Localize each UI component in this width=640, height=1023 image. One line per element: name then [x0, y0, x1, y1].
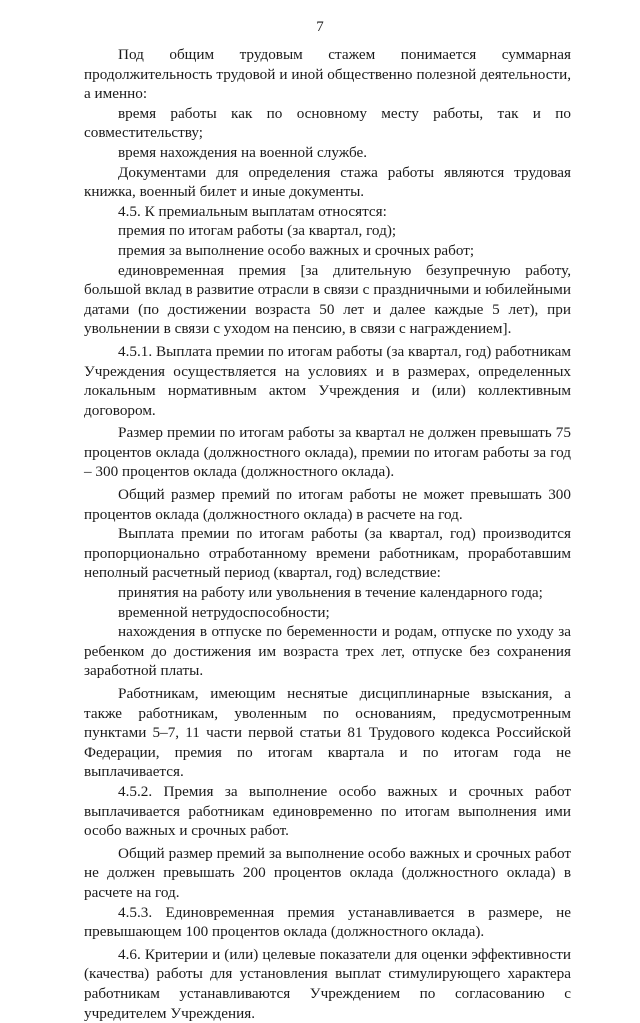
paragraph: 4.6. Критерии и (или) целевые показатели для оценки эффективности (качества) работы для установления выплат стимулирующего характера работникам устанавливаются Учреждением по согласованию с учредителем Учреждения. [84, 945, 571, 1022]
paragraph: временной нетрудоспособности; [118, 603, 330, 621]
paragraph: Под общим трудовым стажем понимается суммарная продолжительность трудовой и иной общественно полезной деятельности, а именно: [84, 46, 571, 103]
paragraph: Размер премии по итогам работы за квартал не должен превышать 75 процентов оклада (должностного оклада), премии по итогам работы за год – 300 процентов оклада (должностного оклада). [84, 424, 571, 481]
paragraph: премия за выполнение особо важных и срочных работ; [118, 241, 475, 259]
paragraph: единовременная премия [за длительную безупречную работу, большой вклад в развитие отрасли в связи с праздничными и юбилейными датами (по достижении возраста 50 лет и далее каждые 5 лет), при увольнении в связи с уходом на пенсию, в связи с награждением]. [84, 261, 571, 338]
document-body [84, 45, 571, 1023]
paragraph: Общий размер премий по итогам работы не может превышать 300 процентов оклада (должностного оклада) в расчете на год. [84, 486, 571, 523]
page-number: 7 [316, 19, 324, 35]
paragraph: Выплата премии по итогам работы (за квартал, год) производится пропорционально отработанному времени работникам, проработавшим неполный расчетный период (квартал, год) вследствие: [84, 525, 571, 582]
paragraph: 4.5. К премиальным выплатам относятся: [118, 202, 387, 220]
paragraph: 4.5.2. Премия за выполнение особо важных и срочных работ выплачивается работникам единовременно по итогам выполнения ими особо важных и срочных работ. [84, 782, 571, 840]
paragraph: Документами для определения стажа работы являются трудовая книжка, военный билет и иные документы. [84, 163, 571, 201]
paragraph: принятия на работу или увольнения в течение календарного года; [118, 584, 543, 602]
paragraph: Общий размер премий за выполнение особо важных и срочных работ не должен превышать 200 процентов оклада (должностного оклада) в расчете на год. [84, 844, 571, 901]
paragraph: время работы как по основному месту работы, так и по совместительству; [84, 104, 571, 142]
paragraph: Работникам, имеющим неснятые дисциплинарные взыскания, а также работникам, уволенным по основаниям, предусмотренным пунктами 5–7, 11 части первой статьи 81 Трудового кодекса Российской Федерации, премия по итогам квартала и по итогам года не выплачивается. [84, 685, 571, 781]
paragraph: 4.5.3. Единовременная премия устанавливается в размере, не превышающем 100 процентов оклада (должностного оклада). [84, 903, 571, 941]
paragraph: 4.5.1. Выплата премии по итогам работы (за квартал, год) работникам Учреждения осуществляется на условиях и в размерах, определенных локальным нормативным актом Учреждения и (или) коллективным договором. [84, 342, 571, 419]
paragraph: премия по итогам работы (за квартал, год); [118, 222, 397, 240]
paragraph: время нахождения на военной службе. [118, 143, 368, 161]
paragraph: нахождения в отпуске по беременности и родам, отпуске по уходу за ребенком до достижения им возраста трех лет, отпуске без сохранения заработной платы. [84, 623, 571, 680]
